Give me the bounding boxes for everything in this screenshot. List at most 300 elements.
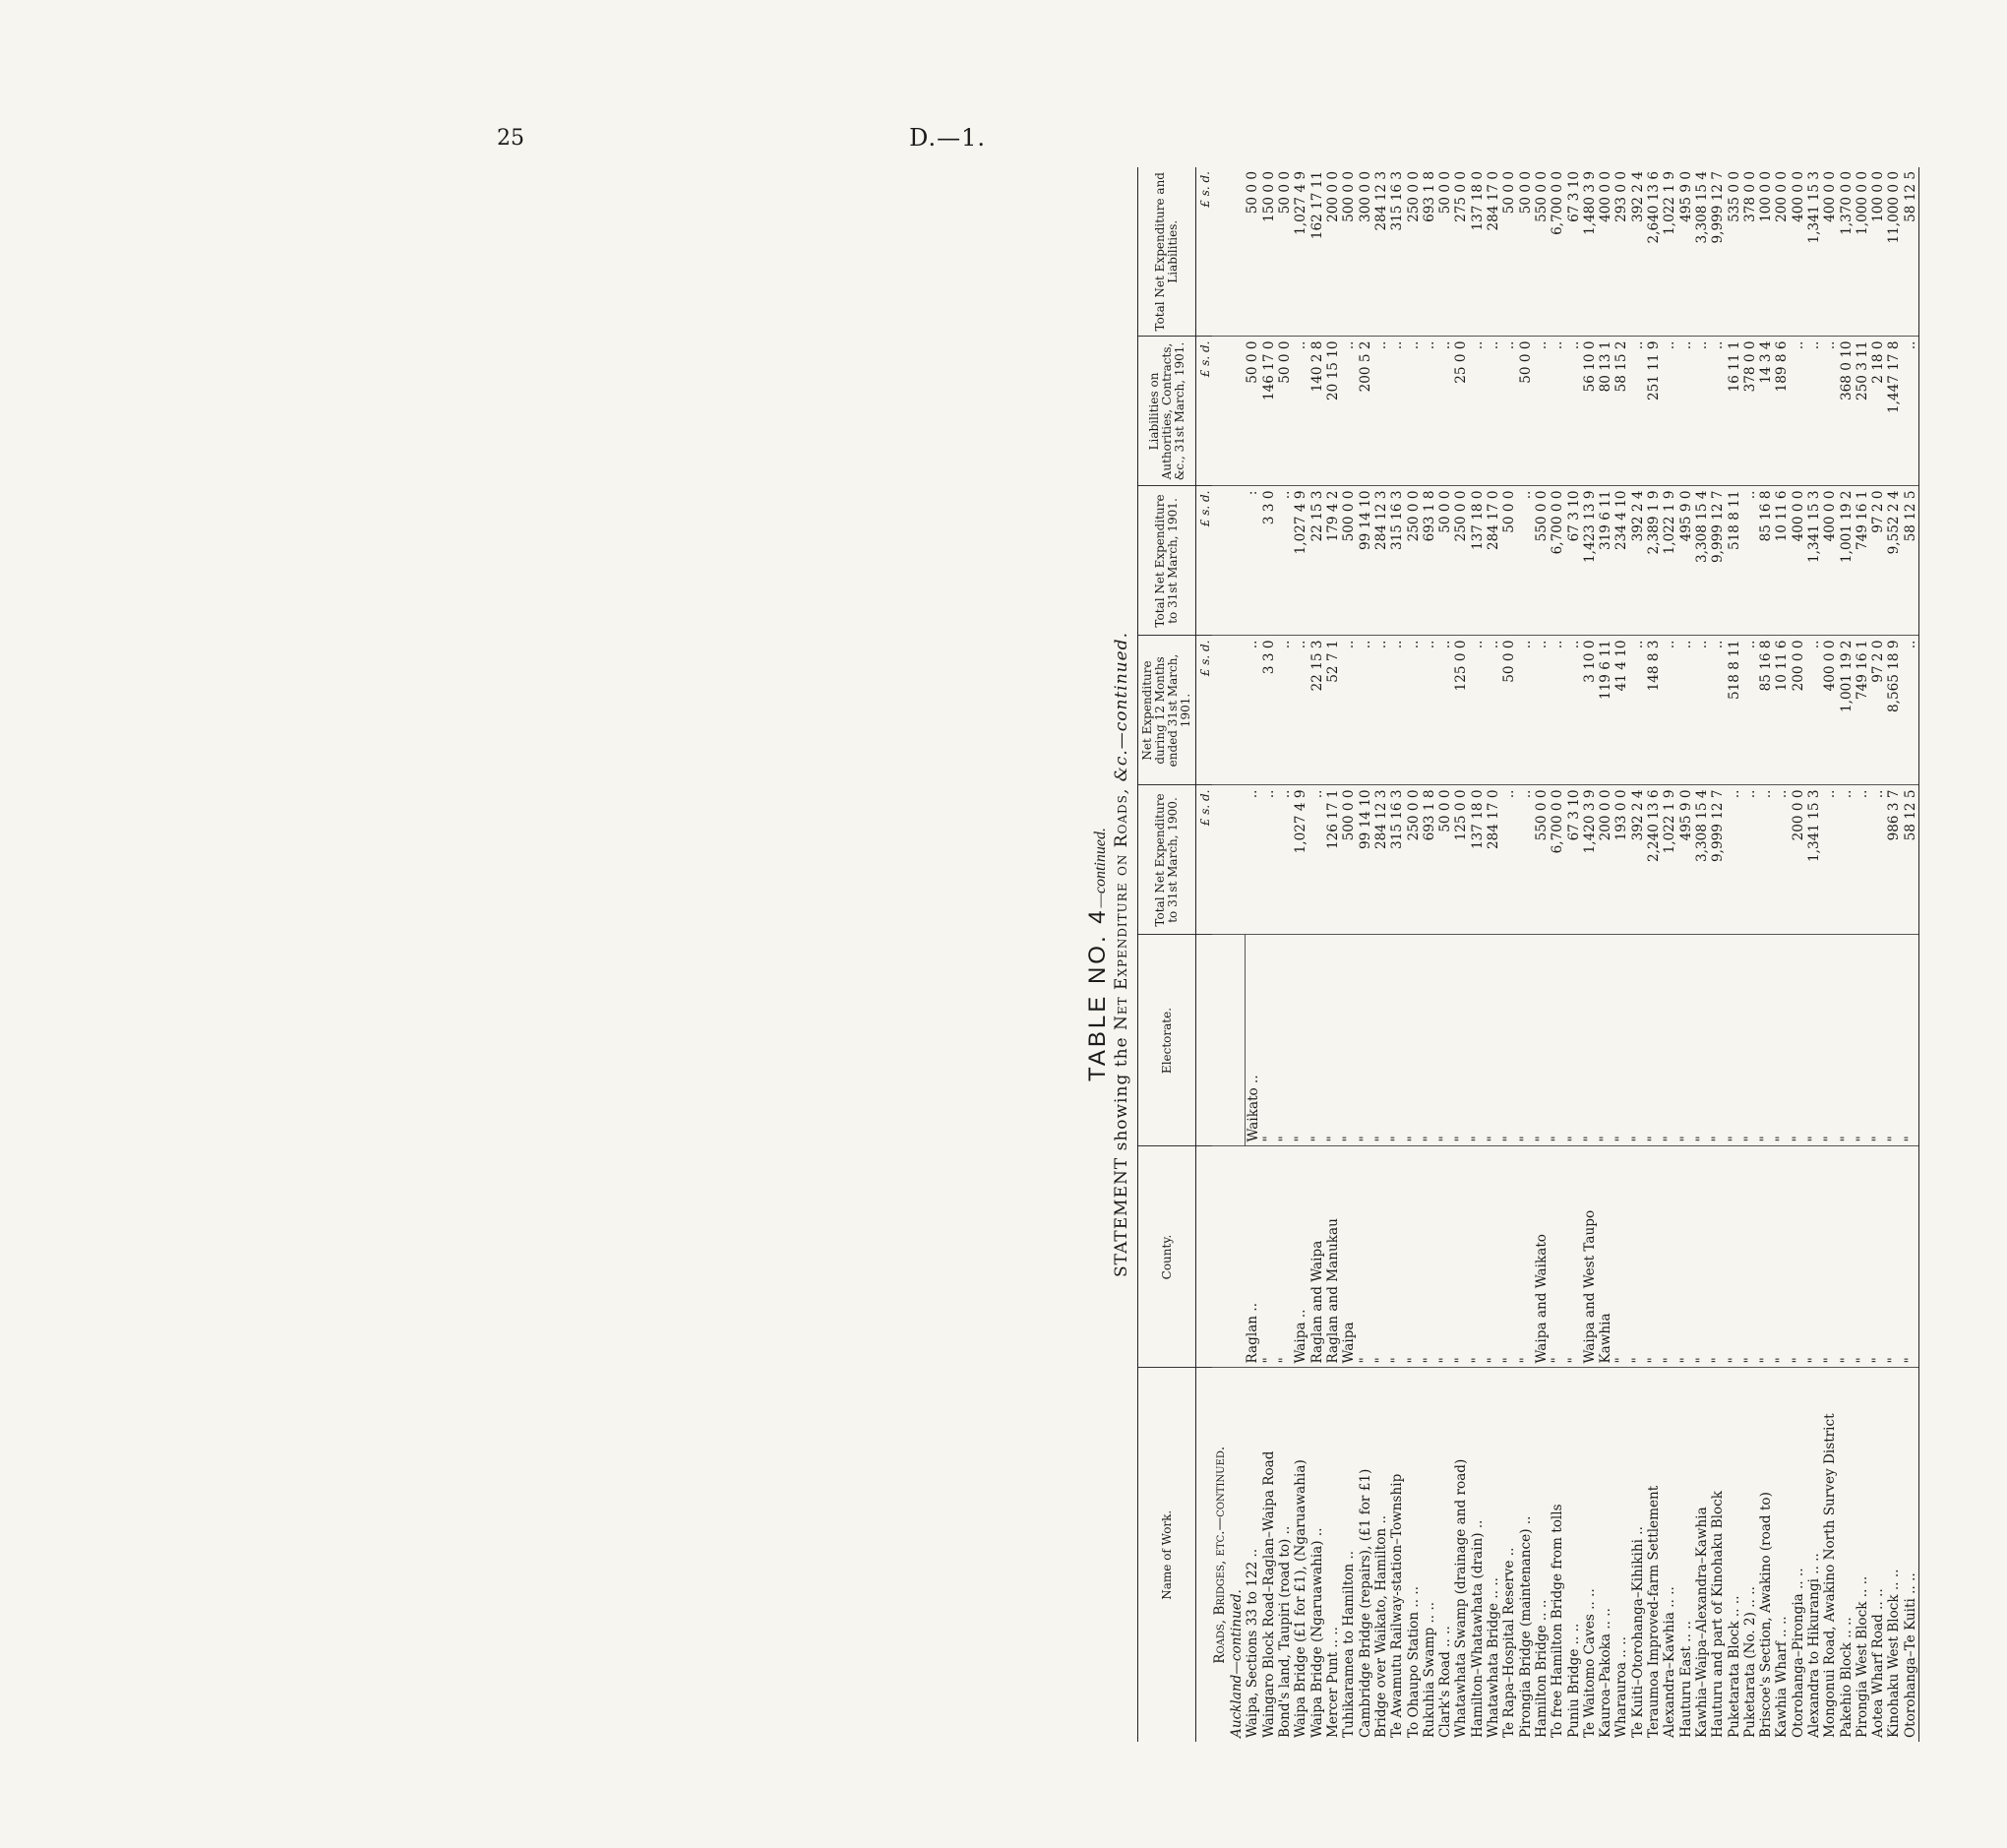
cell-total-to-1900: 284 12 3	[1373, 785, 1389, 935]
table-row	[1358, 167, 1373, 1742]
cell-county: "	[1373, 1146, 1389, 1368]
cell-electorate: "	[1566, 935, 1582, 1146]
table-row	[1422, 167, 1437, 1742]
cell-net-during-1901: ..	[1678, 636, 1694, 785]
cell-county: "	[1422, 1146, 1437, 1368]
cell-net-during-1901: 400 0 0	[1822, 636, 1838, 785]
cell-total-and-liabilities: 9,999 12 7	[1710, 167, 1726, 337]
col-total-and-liabilities: Total Net Expenditure and Liabilities.	[1138, 167, 1196, 337]
cell-total-and-liabilities: 293 0 0	[1613, 167, 1629, 337]
cell-work-name: Puketarata (No. 2) .. ..	[1741, 1586, 1758, 1738]
cell-electorate: "	[1373, 935, 1389, 1146]
cell-total-to-1900: 50 0 0	[1437, 785, 1453, 935]
cell-county: "	[1277, 1146, 1293, 1368]
cell-total-and-liabilities: 400 0 0	[1791, 167, 1806, 337]
table-title-suffix: —continued.	[1092, 828, 1109, 908]
cell-total-to-1900: 6,700 0 0	[1550, 785, 1565, 935]
cell-work-name: Puketarata Block .. ..	[1726, 1595, 1742, 1738]
cell-total-to-1900: ..	[1501, 785, 1517, 935]
cell-county: "	[1710, 1146, 1726, 1368]
cell-total-to-1900: ..	[1774, 785, 1790, 935]
section-blank-4	[1212, 785, 1228, 935]
cell-net-during-1901: ..	[1437, 636, 1453, 785]
cell-liabilities: ..	[1678, 337, 1694, 486]
cell-work-name: Bridge over Waikato, Hamilton ..	[1372, 1514, 1389, 1738]
col-county: County.	[1138, 1146, 1196, 1368]
cell-total-and-liabilities: 1,370 0 0	[1839, 167, 1855, 337]
cell-net-during-1901: ..	[1742, 636, 1758, 785]
cell-total-to-1901: 319 6 11	[1598, 486, 1613, 636]
cell-work-name: Te Rapa–Hospital Reserve ..	[1501, 1547, 1518, 1738]
table-row	[1566, 167, 1582, 1742]
page-number: 25	[497, 126, 524, 151]
cell-total-and-liabilities: 58 12 5	[1903, 167, 1919, 337]
section-blank-2	[1212, 1146, 1228, 1368]
section-blank-6	[1212, 486, 1228, 636]
table-row	[1646, 167, 1662, 1742]
cell-county: Raglan and Manukau	[1325, 1146, 1341, 1368]
cell-total-to-1901: 50 0 0	[1437, 486, 1453, 636]
cell-liabilities: ..	[1437, 337, 1453, 486]
units-c3: £ s. d.	[1196, 486, 1213, 636]
cell-work-name: Waingaro Block Road–Raglan–Waipa Road	[1260, 1450, 1277, 1738]
cell-total-and-liabilities: 400 0 0	[1822, 167, 1838, 337]
cell-total-and-liabilities: 392 2 4	[1630, 167, 1646, 337]
cell-total-to-1901: 693 1 8	[1422, 486, 1437, 636]
cell-total-and-liabilities: 2,640 13 6	[1646, 167, 1662, 337]
section-blank-3	[1212, 935, 1228, 1146]
cell-net-during-1901: ..	[1662, 636, 1677, 785]
cell-total-to-1901: 315 16 3	[1389, 486, 1405, 636]
cell-total-and-liabilities: 50 0 0	[1501, 167, 1517, 337]
cell-electorate: "	[1486, 935, 1501, 1146]
cell-electorate: "	[1758, 935, 1774, 1146]
col-electorate: Electorate.	[1138, 935, 1196, 1146]
col-liabilities: Liabilities on Authorities, Contracts, &c., 31st March, 1901.	[1138, 337, 1196, 486]
cell-liabilities: ..	[1486, 337, 1501, 486]
cell-net-during-1901: ..	[1341, 636, 1357, 785]
cell-work-name: Otorohanga–Te Kuiti .. ..	[1903, 1368, 1919, 1742]
expenditure-table	[1137, 167, 1919, 1742]
table-row	[1870, 167, 1886, 1742]
cell-total-and-liabilities: 495 9 0	[1678, 167, 1694, 337]
cell-electorate: Waikato ..	[1245, 935, 1261, 1146]
cell-electorate: "	[1710, 935, 1726, 1146]
cell-net-during-1901: 3 10 0	[1582, 636, 1598, 785]
cell-total-to-1900: ..	[1245, 785, 1261, 935]
table-row	[1598, 167, 1613, 1742]
table-row	[1678, 167, 1694, 1742]
cell-electorate: "	[1678, 935, 1694, 1146]
cell-county: "	[1694, 1146, 1710, 1368]
cell-total-to-1900: 67 3 10	[1566, 785, 1582, 935]
cell-work-name: Puniu Bridge .. ..	[1565, 1623, 1582, 1738]
region-blank-2	[1228, 1146, 1245, 1368]
region-blank-5	[1228, 636, 1245, 785]
cell-electorate: "	[1422, 935, 1437, 1146]
cell-net-during-1901: ..	[1358, 636, 1373, 785]
subtitle-smallcaps: Net Expenditure on Roads	[1112, 794, 1131, 1031]
cell-liabilities: ..	[1389, 337, 1405, 486]
cell-work-name: Te Kuiti–Otorohanga–Kihikihi ..	[1629, 1526, 1646, 1738]
cell-net-during-1901: ..	[1389, 636, 1405, 785]
cell-liabilities: ..	[1422, 337, 1437, 486]
cell-electorate: "	[1453, 935, 1469, 1146]
cell-electorate: "	[1406, 935, 1422, 1146]
cell-total-to-1901: 50 0 0	[1501, 486, 1517, 636]
cell-county: "	[1486, 1146, 1501, 1368]
cell-total-to-1901: 250 0 0	[1406, 486, 1422, 636]
cell-total-and-liabilities: 50 0 0	[1277, 167, 1293, 337]
cell-work-name: Pirongia West Block .. ..	[1854, 1575, 1870, 1738]
table-row	[1630, 167, 1646, 1742]
cell-county: Waipa and Waikato	[1534, 1146, 1550, 1368]
cell-total-and-liabilities: 535 0 0	[1727, 167, 1742, 337]
table-body	[1212, 167, 1919, 1742]
cell-work-name: Whatawhata Bridge .. ..	[1486, 1577, 1502, 1738]
table-row	[1662, 167, 1677, 1742]
cell-liabilities: ..	[1501, 337, 1517, 486]
cell-county: "	[1630, 1146, 1646, 1368]
section-blank-7	[1212, 337, 1228, 486]
cell-total-to-1900: 3,308 15 4	[1694, 785, 1710, 935]
table-row	[1806, 167, 1822, 1742]
cell-electorate: "	[1822, 935, 1838, 1146]
cell-total-and-liabilities: 300 0 0	[1358, 167, 1373, 337]
cell-county: "	[1678, 1146, 1694, 1368]
cell-total-to-1900: 550 0 0	[1534, 785, 1550, 935]
cell-liabilities: ..	[1534, 337, 1550, 486]
cell-total-to-1900: 9,999 12 7	[1710, 785, 1726, 935]
cell-total-to-1900: 495 9 0	[1678, 785, 1694, 935]
cell-net-during-1901: ..	[1406, 636, 1422, 785]
cell-electorate: "	[1293, 935, 1308, 1146]
cell-work-name: Otorohanga–Pirongia .. ..	[1790, 1568, 1806, 1738]
cell-net-during-1901: 10 11 6	[1774, 636, 1790, 785]
cell-work-name: Te Awamutu Railway-station–Township	[1389, 1473, 1406, 1738]
cell-net-during-1901: 518 8 11	[1727, 636, 1742, 785]
cell-total-and-liabilities: 1,480 3 9	[1582, 167, 1598, 337]
cell-work-name: Wharauroa .. ..	[1613, 1636, 1630, 1738]
cell-electorate: "	[1774, 935, 1790, 1146]
cell-electorate: "	[1806, 935, 1822, 1146]
table-row	[1277, 167, 1293, 1742]
cell-total-to-1901: 9,552 2 4	[1886, 486, 1902, 636]
cell-work-name: To free Hamilton Bridge from tolls	[1550, 1504, 1566, 1738]
region-blank-3	[1228, 935, 1245, 1146]
cell-total-to-1901: 3,308 15 4	[1694, 486, 1710, 636]
table-row	[1309, 167, 1325, 1742]
cell-total-to-1901: 9,999 12 7	[1710, 486, 1726, 636]
units-c5: £ s. d.	[1196, 167, 1213, 337]
cell-total-to-1900: 58 12 5	[1903, 785, 1919, 935]
cell-total-to-1900: ..	[1742, 785, 1758, 935]
cell-county: "	[1822, 1146, 1838, 1368]
cell-total-to-1901: 97 2 0	[1870, 486, 1886, 636]
cell-total-and-liabilities: 1,022 1 9	[1662, 167, 1677, 337]
cell-liabilities: 368 0 10	[1839, 337, 1855, 486]
cell-county: "	[1727, 1146, 1742, 1368]
cell-liabilities: 2 18 0	[1870, 337, 1886, 486]
table-row	[1613, 167, 1629, 1742]
cell-net-during-1901: ..	[1630, 636, 1646, 785]
cell-county: "	[1758, 1146, 1774, 1368]
cell-work-name: Briscoe's Section, Awakino (road to)	[1758, 1492, 1775, 1738]
cell-total-and-liabilities: 6,700 0 0	[1550, 167, 1565, 337]
cell-total-and-liabilities: 315 16 3	[1389, 167, 1405, 337]
table-row	[1742, 167, 1758, 1742]
cell-county: "	[1903, 1146, 1919, 1368]
cell-electorate: "	[1582, 935, 1598, 1146]
cell-total-to-1900: 693 1 8	[1422, 785, 1437, 935]
cell-liabilities: 1,447 17 8	[1886, 337, 1902, 486]
cell-total-to-1900: 200 0 0	[1598, 785, 1613, 935]
table-row	[1341, 167, 1357, 1742]
cell-net-during-1901: ..	[1518, 636, 1534, 785]
cell-total-and-liabilities: 1,027 4 9	[1293, 167, 1308, 337]
cell-net-during-1901: ..	[1550, 636, 1565, 785]
cell-net-during-1901: ..	[1903, 636, 1919, 785]
cell-total-to-1900: 125 0 0	[1453, 785, 1469, 935]
cell-county: "	[1501, 1146, 1517, 1368]
cell-net-during-1901: ..	[1710, 636, 1726, 785]
region-title: Auckland—continued.	[1228, 1589, 1245, 1738]
cell-work-name: To Ohaupo Station .. ..	[1405, 1585, 1422, 1738]
cell-net-during-1901: ..	[1566, 636, 1582, 785]
cell-total-to-1900: ..	[1261, 785, 1277, 935]
cell-total-to-1900: 986 3 7	[1886, 785, 1902, 935]
subtitle-end: , &c.—continued.	[1112, 632, 1131, 795]
cell-electorate: "	[1742, 935, 1758, 1146]
cell-county: "	[1406, 1146, 1422, 1368]
cell-work-name: Hamilton–Whatawhata (drain) ..	[1469, 1519, 1486, 1738]
cell-total-to-1901: 58 12 5	[1903, 486, 1919, 636]
cell-total-to-1901: 1,022 1 9	[1662, 486, 1677, 636]
cell-total-and-liabilities: 400 0 0	[1598, 167, 1613, 337]
cell-total-to-1901: 10 11 6	[1774, 486, 1790, 636]
cell-county: "	[1662, 1146, 1677, 1368]
cell-total-to-1900: ..	[1518, 785, 1534, 935]
cell-total-and-liabilities: 100 0 0	[1870, 167, 1886, 337]
table-row	[1839, 167, 1855, 1742]
cell-liabilities: ..	[1791, 337, 1806, 486]
cell-electorate: "	[1903, 935, 1919, 1146]
cell-work-name: Mongonui Road, Awakino North Survey District	[1822, 1413, 1839, 1738]
cell-total-and-liabilities: 3,308 15 4	[1694, 167, 1710, 337]
cell-liabilities: ..	[1550, 337, 1565, 486]
cell-work-name: Aotea Wharf Road .. ..	[1870, 1588, 1887, 1738]
cell-net-during-1901: 148 8 3	[1646, 636, 1662, 785]
cell-total-to-1901: 1,027 4 9	[1293, 486, 1308, 636]
cell-work-name: Alexandra–Kawhia .. ..	[1662, 1586, 1678, 1738]
cell-liabilities: ..	[1822, 337, 1838, 486]
cell-total-and-liabilities: 137 18 0	[1470, 167, 1486, 337]
subtitle-start: STATEMENT showing the	[1112, 1030, 1131, 1277]
units-c2: £ s. d.	[1196, 636, 1213, 785]
table-row	[1534, 167, 1550, 1742]
col-name-of-work: Name of Work.	[1138, 1368, 1196, 1742]
cell-electorate: "	[1341, 935, 1357, 1146]
table-row	[1774, 167, 1790, 1742]
cell-liabilities: ..	[1662, 337, 1677, 486]
units-row	[1196, 167, 1213, 1742]
cell-total-to-1900: 2,240 13 6	[1646, 785, 1662, 935]
cell-electorate: "	[1727, 935, 1742, 1146]
cell-net-during-1901: 22 15 3	[1309, 636, 1325, 785]
cell-net-during-1901: ..	[1293, 636, 1308, 785]
cell-total-to-1900: 315 16 3	[1389, 785, 1405, 935]
col-net-during-1901: Net Expenditure during 12 Months ended 31st March, 1901.	[1138, 636, 1196, 785]
cell-total-and-liabilities: 50 0 0	[1437, 167, 1453, 337]
cell-total-and-liabilities: 378 0 0	[1742, 167, 1758, 337]
cell-net-during-1901: ..	[1245, 636, 1261, 785]
cell-liabilities: 146 17 0	[1261, 337, 1277, 486]
cell-net-during-1901: ..	[1373, 636, 1389, 785]
cell-electorate: "	[1437, 935, 1453, 1146]
section-blank-8	[1212, 167, 1228, 337]
cell-county: "	[1550, 1146, 1565, 1368]
cell-total-to-1900: 137 18 0	[1470, 785, 1486, 935]
region-blank-7	[1228, 337, 1245, 486]
cell-county: "	[1742, 1146, 1758, 1368]
cell-work-name: Mercer Punt .. ..	[1325, 1627, 1342, 1738]
table-row	[1373, 167, 1389, 1742]
cell-county: "	[1453, 1146, 1469, 1368]
cell-total-and-liabilities: 1,000 0 0	[1855, 167, 1870, 337]
cell-total-and-liabilities: 275 0 0	[1453, 167, 1469, 337]
cell-work-name: Tuhikaramea to Hamilton ..	[1341, 1550, 1358, 1738]
cell-work-name: Kawhia Wharf .. ..	[1774, 1616, 1791, 1738]
cell-total-to-1900: 500 0 0	[1341, 785, 1357, 935]
cell-work-name: Clark's Road .. ..	[1437, 1626, 1454, 1738]
cell-net-during-1901: 125 0 0	[1453, 636, 1469, 785]
cell-county: Raglan and Waipa	[1309, 1146, 1325, 1368]
cell-electorate: "	[1358, 935, 1373, 1146]
cell-total-to-1901: 1,001 19 2	[1839, 486, 1855, 636]
cell-electorate: "	[1839, 935, 1855, 1146]
cell-total-to-1901: ..	[1518, 486, 1534, 636]
cell-total-to-1901: ..	[1742, 486, 1758, 636]
cell-county: Waipa	[1341, 1146, 1357, 1368]
cell-net-during-1901: ..	[1277, 636, 1293, 785]
cell-net-during-1901: ..	[1470, 636, 1486, 785]
cell-liabilities: ..	[1903, 337, 1919, 486]
cell-net-during-1901: 50 0 0	[1501, 636, 1517, 785]
cell-total-to-1901: 518 8 11	[1727, 486, 1742, 636]
region-row	[1228, 167, 1245, 1742]
cell-work-name: Teraumoa Improved-farm Settlement	[1646, 1485, 1663, 1738]
cell-total-and-liabilities: 67 3 10	[1566, 167, 1582, 337]
cell-electorate: "	[1325, 935, 1341, 1146]
table-row	[1791, 167, 1806, 1742]
col-total-to-1901: Total Net Expenditure to 31st March, 1901.	[1138, 486, 1196, 636]
cell-liabilities: 251 11 9	[1646, 337, 1662, 486]
table-row	[1245, 167, 1261, 1742]
section-title: Roads, Bridges, etc.—continued.	[1212, 1446, 1228, 1664]
units-blank-1	[1196, 1368, 1213, 1742]
cell-electorate: "	[1630, 935, 1646, 1146]
cell-liabilities: ..	[1566, 337, 1582, 486]
cell-net-during-1901: 97 2 0	[1870, 636, 1886, 785]
table-row	[1518, 167, 1534, 1742]
cell-liabilities: 80 13 1	[1598, 337, 1613, 486]
cell-total-and-liabilities: 500 0 0	[1341, 167, 1357, 337]
cell-total-to-1901: 1,423 13 9	[1582, 486, 1598, 636]
cell-liabilities: ..	[1293, 337, 1308, 486]
cell-county: "	[1870, 1146, 1886, 1368]
document-reference: D.—1.	[909, 124, 986, 152]
cell-total-to-1900: 250 0 0	[1406, 785, 1422, 935]
cell-county: Kawhia	[1598, 1146, 1613, 1368]
cell-electorate: "	[1277, 935, 1293, 1146]
cell-liabilities: ..	[1630, 337, 1646, 486]
cell-work-name: Kauroa–Pakoka .. ..	[1598, 1608, 1614, 1738]
table-row	[1855, 167, 1870, 1742]
units-c4: £ s. d.	[1196, 337, 1213, 486]
cell-electorate: "	[1870, 935, 1886, 1146]
cell-liabilities: 140 2 8	[1309, 337, 1325, 486]
cell-county: "	[1518, 1146, 1534, 1368]
cell-total-to-1901: 495 9 0	[1678, 486, 1694, 636]
table-row	[1710, 167, 1726, 1742]
cell-electorate: "	[1534, 935, 1550, 1146]
cell-total-to-1900: ..	[1758, 785, 1774, 935]
table-title	[1084, 118, 1112, 1791]
cell-county: "	[1613, 1146, 1629, 1368]
cell-liabilities: ..	[1806, 337, 1822, 486]
cell-net-during-1901: ..	[1422, 636, 1437, 785]
cell-total-and-liabilities: 11,000 0 0	[1886, 167, 1902, 337]
cell-county: "	[1261, 1146, 1277, 1368]
cell-county: "	[1839, 1146, 1855, 1368]
cell-total-to-1901: 749 16 1	[1855, 486, 1870, 636]
cell-county: "	[1437, 1146, 1453, 1368]
cell-total-and-liabilities: 162 17 11	[1309, 167, 1325, 337]
cell-work-name: Rukuhia Swamp .. ..	[1421, 1601, 1437, 1738]
cell-county: "	[1646, 1146, 1662, 1368]
cell-work-name: Alexandra to Hikurangi .. ..	[1805, 1553, 1822, 1738]
cell-total-to-1901: 3 3 0	[1261, 486, 1277, 636]
section-blank-5	[1212, 636, 1228, 785]
cell-county: "	[1886, 1146, 1902, 1368]
cell-total-to-1900: ..	[1870, 785, 1886, 935]
cell-net-during-1901: 119 6 11	[1598, 636, 1613, 785]
cell-work-name: Waipa, Sections 33 to 122 ..	[1245, 1548, 1261, 1738]
cell-liabilities: ..	[1470, 337, 1486, 486]
cell-total-to-1900: 1,027 4 9	[1293, 785, 1308, 935]
cell-electorate: "	[1309, 935, 1325, 1146]
cell-net-during-1901: 8,565 18 9	[1886, 636, 1902, 785]
cell-work-name: Hamilton Bridge .. ..	[1533, 1599, 1550, 1738]
cell-total-to-1901: 6,700 0 0	[1550, 486, 1565, 636]
cell-electorate: "	[1598, 935, 1613, 1146]
cell-total-to-1901: 2,389 1 9	[1646, 486, 1662, 636]
table-row	[1389, 167, 1405, 1742]
cell-net-during-1901: 52 7 1	[1325, 636, 1341, 785]
cell-total-to-1901: 99 14 10	[1358, 486, 1373, 636]
table-row	[1822, 167, 1838, 1742]
table-row	[1437, 167, 1453, 1742]
cell-total-to-1901: 85 16 8	[1758, 486, 1774, 636]
cell-electorate: "	[1389, 935, 1405, 1146]
cell-net-during-1901: ..	[1694, 636, 1710, 785]
cell-liabilities: 200 5 2	[1358, 337, 1373, 486]
cell-county: "	[1566, 1146, 1582, 1368]
table-row	[1758, 167, 1774, 1742]
cell-liabilities: 20 15 10	[1325, 337, 1341, 486]
cell-total-to-1900: 284 17 0	[1486, 785, 1501, 935]
cell-electorate: "	[1518, 935, 1534, 1146]
